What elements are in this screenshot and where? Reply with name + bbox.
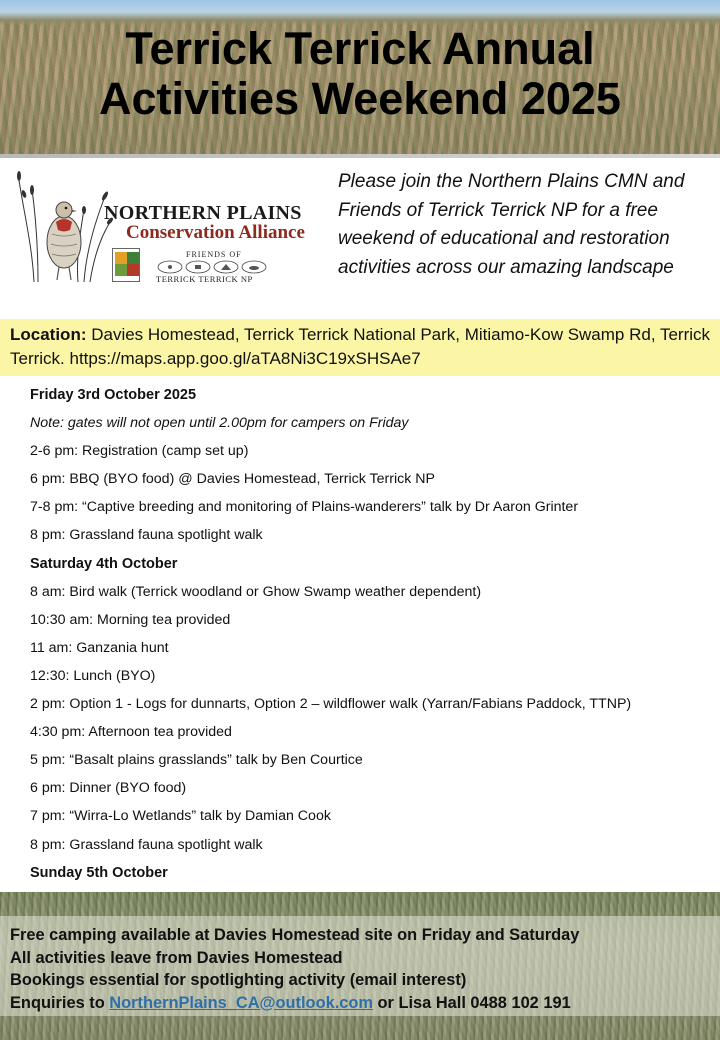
enquiries-contact: or Lisa Hall 0488 102 191 (372, 993, 571, 1012)
schedule-item: 8 pm: Grassland fauna spotlight walk (30, 836, 263, 853)
location-details: Davies Homestead, Terrick Terrick National Park, Mitiamo-Kow Swamp Rd, Terrick Terrick. https://maps.app.goo.gl/aTA8Ni3C19xSHSAe7 (10, 325, 711, 368)
schedule-item: 6 pm: Dinner (BYO food) (30, 780, 187, 797)
location-banner (0, 319, 720, 376)
schedule-item: 5 pm: “Basalt plains grasslands” talk by Ben Courtice (30, 752, 363, 769)
footer-bookings: Bookings essential for spotlighting activity (email interest) (10, 971, 467, 989)
header-banner (0, 0, 720, 158)
location-label: Location: (10, 325, 87, 344)
footer-departure: All activities leave from Davies Homestead (10, 948, 343, 967)
friends-of-label: FRIENDS OF (186, 250, 242, 259)
footer-banner (0, 892, 720, 1040)
schedule-item: 8 pm: Grassland fauna spotlight walk (30, 527, 263, 544)
enquiries-prefix: Enquiries to (10, 993, 110, 1012)
schedule-item: 6 pm: BBQ (BYO food) @ Davies Homestead, Terrick Terrick NP (30, 471, 435, 488)
footer-camping: Free camping available at Davies Homestead site on Friday and Saturday (10, 926, 580, 944)
email-link[interactable]: NorthernPlains_CA@outlook.com (109, 993, 373, 1012)
friends-emblems-icon (156, 260, 274, 274)
org-name-line-2: Conservation Alliance (126, 222, 305, 243)
schedule-item: 11 am: Ganzania hunt (30, 639, 169, 656)
saturday-heading: Saturday 4th October (30, 555, 178, 572)
page-title (0, 24, 720, 124)
title-line-1: Terrick Terrick Annual (125, 23, 595, 74)
title-line-2: Activities Weekend 2025 (99, 73, 621, 124)
friends-name: TERRICK TERRICK NP (156, 274, 253, 284)
schedule-item: Note: gates will not open until 2.00pm for campers on Friday (30, 415, 409, 432)
friday-heading: Friday 3rd October 2025 (30, 387, 197, 403)
schedule-item: 2 pm: Option 1 - Logs for dunnarts, Option 2 – wildflower walk (Yarran/Fabians Paddock, TTNP) (30, 696, 632, 713)
intro-text: Please join the Northern Plains CMN and Friends of Terrick Terrick NP for a free weekend of educational and restoration activities across our amazing landscape (338, 171, 685, 278)
schedule-item: 12:30: Lunch (BYO) (30, 667, 156, 684)
plains-wanderer-bird-icon (14, 164, 114, 284)
alliance-logo (14, 164, 324, 304)
org-name-line-1: NORTHERN PLAINS (104, 202, 302, 224)
schedule-item: 10:30 am: Morning tea provided (30, 611, 231, 628)
footer-text (10, 924, 715, 1014)
schedule-item: 2-6 pm: Registration (camp set up) (30, 443, 249, 460)
schedule-item: 4:30 pm: Afternoon tea provided (30, 724, 232, 741)
footer-enquiries (10, 992, 715, 1015)
sunday-heading: Sunday 5th October (30, 864, 168, 881)
cmn-badge-icon (112, 248, 140, 282)
schedule-item: 7 pm: “Wirra-Lo Wetlands” talk by Damian Cook (30, 808, 331, 825)
schedule-item: 7-8 pm: “Captive breeding and monitoring of Plains-wanderers” talk by Dr Aaron Grinter (30, 499, 579, 516)
schedule (30, 384, 710, 890)
schedule-item: 8 am: Bird walk (Terrick woodland or Ghow Swamp weather dependent) (30, 583, 482, 600)
